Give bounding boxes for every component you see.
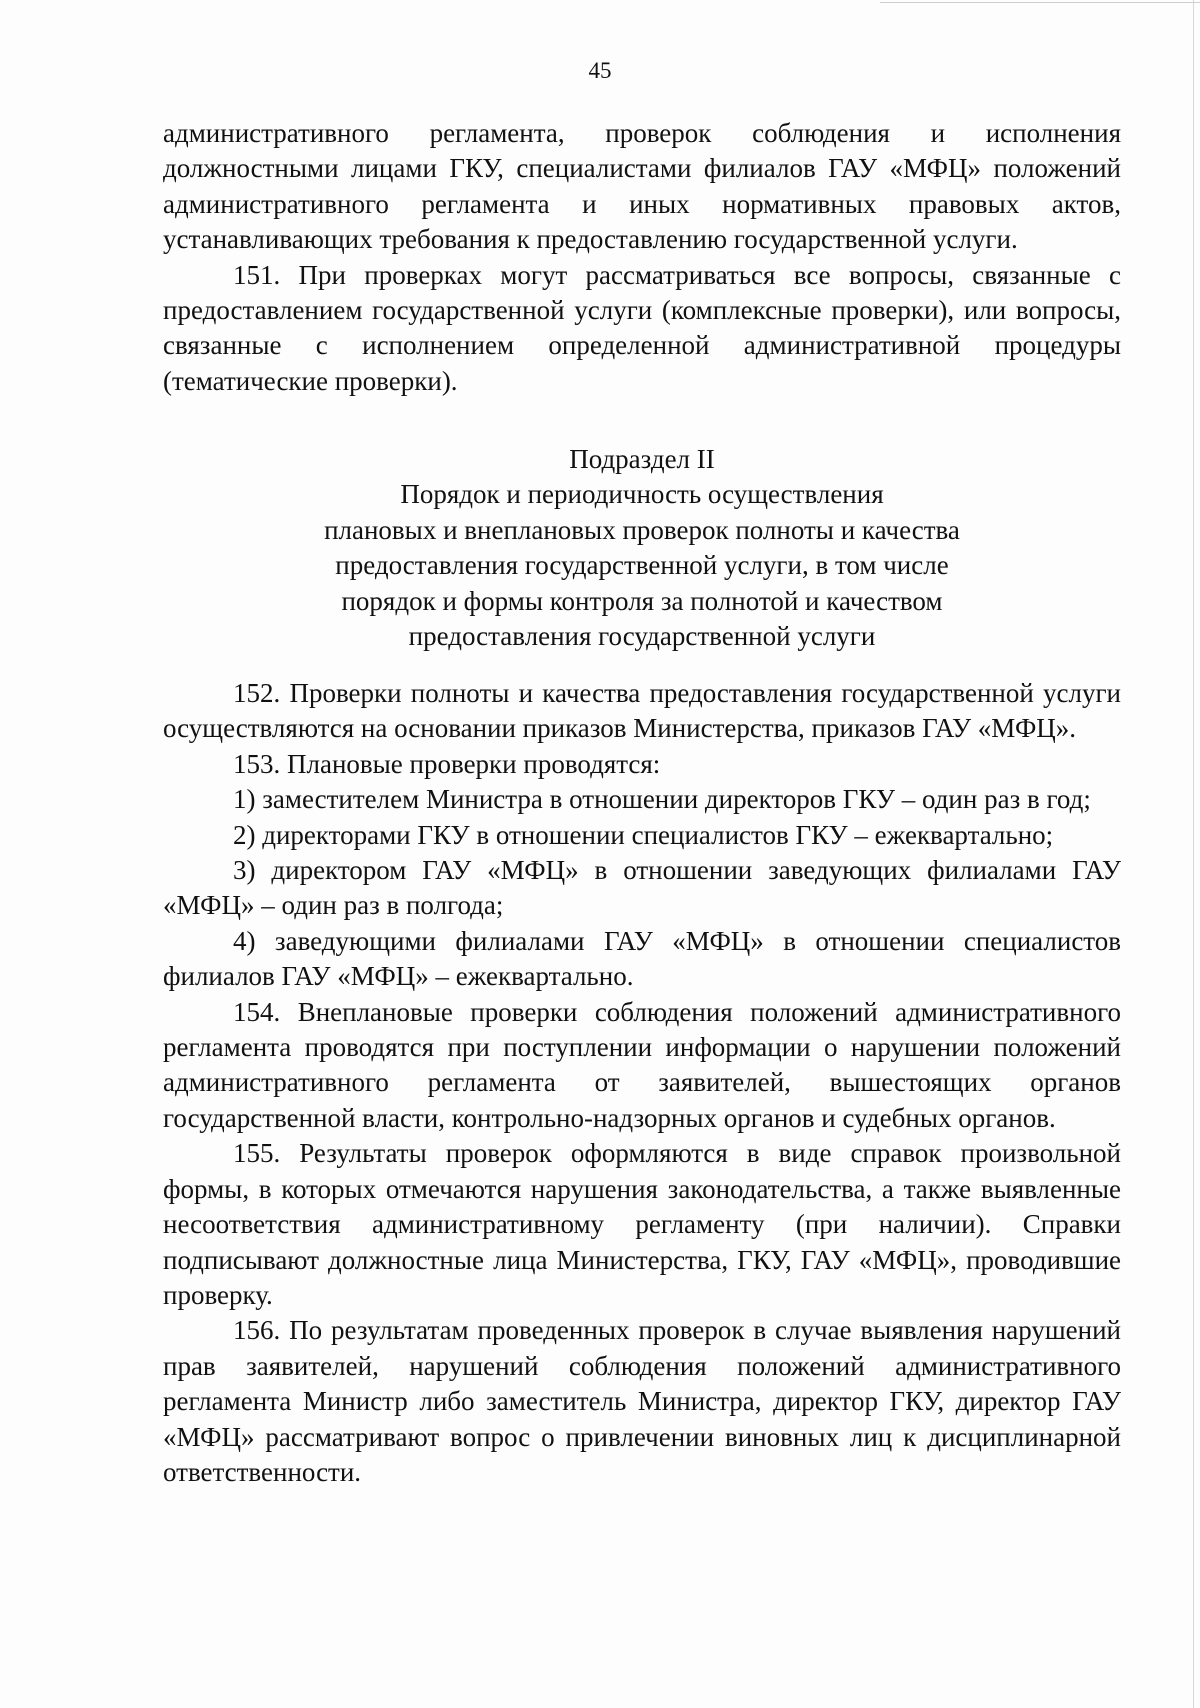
- paragraph-153: 153. Плановые проверки проводятся:: [233, 748, 661, 779]
- paragraph-155: 155. Результаты проверок оформляются в виде справок произвольной формы, в которых отмечаются нарушения законодательства, а также выявленные несоответствия административному регламенту (при наличии). Справки подписывают должностные лица Министерства, ГКУ, ГАУ «МФЦ», проводившие проверку.: [163, 1138, 1121, 1310]
- list-item-153-2: 2) директорами ГКУ в отношении специалистов ГКУ – ежеквартально;: [233, 819, 1054, 850]
- paragraph-156: 156. По результатам проведенных проверок в случае выявления нарушений прав заявителей, нарушений соблюдения положений административного регламента Министр либо заместитель Министра, директор ГКУ, директор ГАУ «МФЦ» рассматривают вопрос о привлечении виновных лиц к дисциплинарной ответственности.: [163, 1315, 1121, 1487]
- subsection-title-line: Порядок и периодичность осуществления: [400, 479, 884, 510]
- paragraph-154: 154. Внеплановые проверки соблюдения положений административного регламента проводятся при поступлении информации о нарушении положений административного регламента от заявителей, вышестоящих органов государственной власти, контрольно-надзорных органов и судебных органов.: [163, 996, 1121, 1133]
- subsection-title-line: предоставления государственной услуги, в том числе: [335, 550, 949, 581]
- page-number: 45: [588, 58, 612, 83]
- subsection-title-line: плановых и внеплановых проверок полноты и качества: [324, 514, 960, 545]
- subsection-title-line: порядок и формы контроля за полнотой и качеством: [341, 585, 943, 616]
- subsection-heading: [163, 442, 1121, 654]
- paragraph-continuation: административного регламента, проверок соблюдения и исполнения должностными лицами ГКУ, специалистами филиалов ГАУ «МФЦ» положений административного регламента и иных нормативных правовых актов, устанавливающих требования к предоставлению государственной услуги.: [163, 118, 1121, 255]
- scan-edge-line: [880, 2, 1200, 3]
- subsection-label: Подраздел II: [569, 444, 715, 474]
- scan-edge-line: [1193, 0, 1194, 1708]
- list-item-153-4: 4) заведующими филиалами ГАУ «МФЦ» в отношении специалистов филиалов ГАУ «МФЦ» – ежеквартально.: [163, 925, 1121, 992]
- list-item-153-3: 3) директором ГАУ «МФЦ» в отношении заведующих филиалами ГАУ «МФЦ» – один раз в полгода;: [163, 855, 1121, 921]
- section-body: [163, 676, 1121, 1490]
- section-intro: [163, 116, 1121, 399]
- subsection-title-line: предоставления государственной услуги: [408, 621, 876, 652]
- paragraph-152: 152. Проверки полноты и качества предоставления государственной услуги осуществляются на основании приказов Министерства, приказов ГАУ «МФЦ».: [163, 678, 1121, 744]
- paragraph-151: 151. При проверках могут рассматриваться все вопросы, связанные с предоставлением государственной услуги (комплексные проверки), или вопросы, связанные с исполнением определенной административной процедуры (тематические проверки).: [163, 259, 1121, 396]
- list-item-153-1: 1) заместителем Министра в отношении директоров ГКУ – один раз в год;: [233, 784, 1091, 815]
